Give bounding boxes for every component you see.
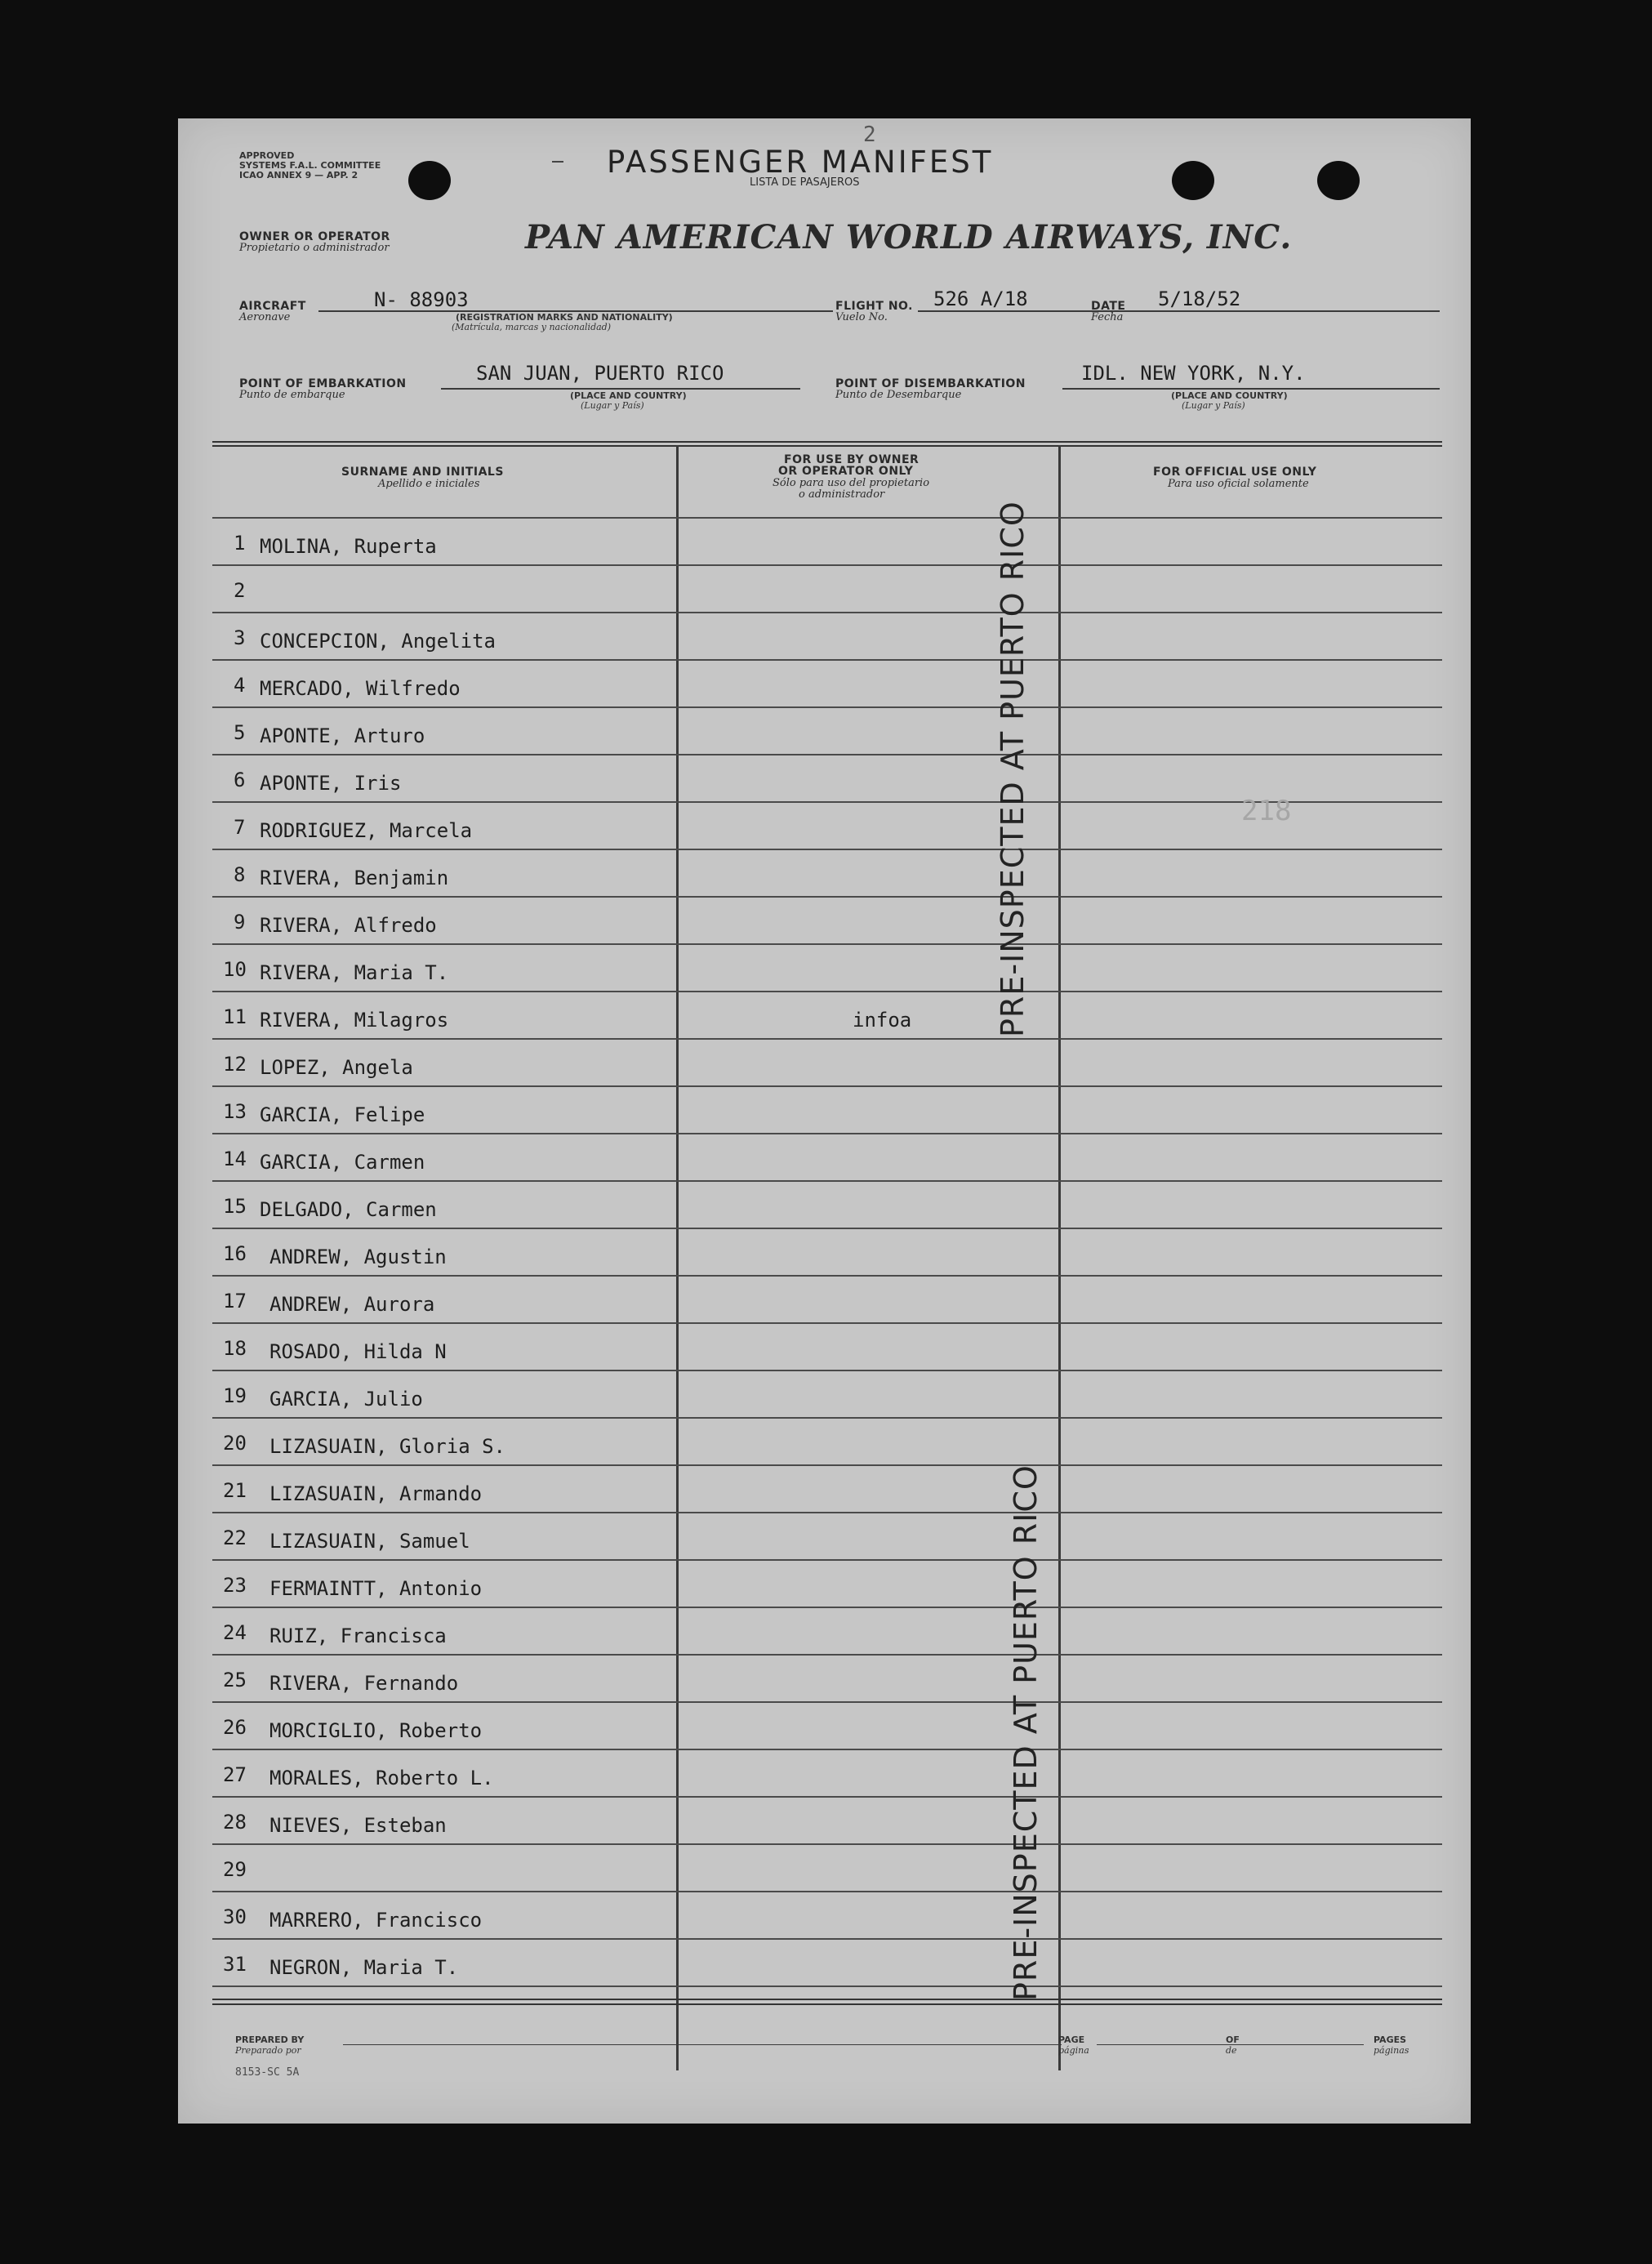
row-rule xyxy=(212,1891,1442,1892)
prepared-by-label: PREPARED BY xyxy=(235,2034,305,2045)
passenger-number: 16 xyxy=(223,1242,247,1265)
registration-note-es: (Matrícula, marcas y nacionalidad) xyxy=(452,322,611,332)
passenger-name: GARCIA, Carmen xyxy=(260,1151,425,1174)
punch-hole-middle xyxy=(1172,161,1214,200)
row-rule xyxy=(212,1133,1442,1134)
col2-header-line-2: OR OPERATOR ONLY xyxy=(778,465,914,478)
embark-label: POINT OF EMBARKATION xyxy=(239,377,407,390)
row-rule xyxy=(212,896,1442,898)
passenger-number: 28 xyxy=(223,1811,247,1834)
registration-note: (REGISTRATION MARKS AND NATIONALITY) xyxy=(456,312,673,323)
approval-line-1: APPROVED xyxy=(239,150,295,161)
row-rule xyxy=(212,1749,1442,1750)
passenger-name: NIEVES, Esteban xyxy=(269,1814,447,1837)
pre-inspected-stamp-2: PRE-INSPECTED AT PUERTO RICO xyxy=(1008,1464,1044,2001)
of-underline xyxy=(1241,2044,1364,2045)
table-top-rule-1 xyxy=(212,441,1442,443)
date-label: DATE xyxy=(1091,300,1126,313)
passenger-number: 30 xyxy=(223,1905,247,1928)
passenger-name: APONTE, Iris xyxy=(260,772,402,795)
flight-label-es: Vuelo No. xyxy=(835,311,888,323)
passenger-number: 1 xyxy=(234,532,246,555)
form-title-es: LISTA DE PASAJEROS xyxy=(750,176,860,189)
owner-name: PAN AMERICAN WORLD AIRWAYS, INC. xyxy=(525,218,1293,256)
col2-header-es-1: Sólo para uso del propietario xyxy=(773,477,930,489)
passenger-name: GARCIA, Julio xyxy=(269,1388,423,1411)
passenger-number: 7 xyxy=(234,816,246,839)
col1-header-es: Apellido e iniciales xyxy=(378,478,480,490)
of-label-es: de xyxy=(1226,2045,1237,2056)
passenger-name: LIZASUAIN, Armando xyxy=(269,1482,483,1505)
passenger-number: 29 xyxy=(223,1858,247,1881)
passenger-name: MORALES, Roberto L. xyxy=(269,1767,494,1789)
passenger-name: FERMAINTT, Antonio xyxy=(269,1577,483,1600)
embark-label-es: Punto de embarque xyxy=(239,389,345,401)
row-rule xyxy=(212,1275,1442,1277)
passenger-name: MOLINA, Ruperta xyxy=(260,535,437,558)
passenger-number: 3 xyxy=(234,626,246,649)
passenger-number: 4 xyxy=(234,674,246,697)
row-rule xyxy=(212,1085,1442,1087)
row-rule xyxy=(212,1038,1442,1040)
column-divider-1 xyxy=(676,445,679,2070)
embark-value: SAN JUAN, PUERTO RICO xyxy=(476,362,724,385)
disembark-label: POINT OF DISEMBARKATION xyxy=(835,377,1026,390)
passenger-number: 8 xyxy=(234,863,246,886)
owner-label-es: Propietario o administrador xyxy=(239,242,390,254)
table-bottom-rule-2 xyxy=(212,2003,1442,2005)
table-bottom-rule-1 xyxy=(212,1999,1442,2000)
passenger-number: 12 xyxy=(223,1053,247,1076)
passenger-name: DELGADO, Carmen xyxy=(260,1198,437,1221)
title-dash xyxy=(552,161,563,163)
manifest-sheet xyxy=(178,118,1471,2124)
embark-underline xyxy=(441,388,800,390)
date-underline xyxy=(1129,310,1440,312)
date-value: 5/18/52 xyxy=(1158,287,1241,310)
punch-hole-right xyxy=(1317,161,1360,200)
passenger-number: 21 xyxy=(223,1479,247,1502)
form-title: PASSENGER MANIFEST xyxy=(607,145,994,180)
passenger-number: 2 xyxy=(234,579,246,602)
prepared-by-label-es: Preparado por xyxy=(235,2045,301,2056)
form-code: 8153-SC 5A xyxy=(235,2066,300,2079)
passenger-name: RODRIGUEZ, Marcela xyxy=(260,819,473,842)
passenger-number: 17 xyxy=(223,1290,247,1312)
passenger-number: 27 xyxy=(223,1763,247,1786)
row-rule xyxy=(212,1370,1442,1371)
passenger-name: MORCIGLIO, Roberto xyxy=(269,1719,483,1742)
row-rule xyxy=(212,1843,1442,1845)
passenger-number: 5 xyxy=(234,721,246,744)
passenger-name: MERCADO, Wilfredo xyxy=(260,677,461,700)
owner-label: OWNER OR OPERATOR xyxy=(239,230,390,243)
row-rule xyxy=(212,612,1442,613)
punch-hole-left xyxy=(408,161,451,200)
embark-place-note-es: (Lugar y País) xyxy=(581,400,644,411)
row-rule xyxy=(212,1180,1442,1182)
header-underline xyxy=(212,517,1442,519)
passenger-number: 20 xyxy=(223,1432,247,1455)
faint-official-number: 218 xyxy=(1241,795,1292,827)
passenger-name: RIVERA, Milagros xyxy=(260,1009,449,1032)
passenger-number: 31 xyxy=(223,1953,247,1976)
approval-line-3: ICAO ANNEX 9 — APP. 2 xyxy=(239,170,358,180)
row-rule xyxy=(212,1464,1442,1466)
page-label-es: página xyxy=(1058,2045,1089,2056)
approval-line-2: SYSTEMS F.A.L. COMMITTEE xyxy=(239,160,381,171)
col2-header-es-2: o administrador xyxy=(799,488,885,501)
row-rule xyxy=(212,564,1442,566)
passenger-name: ANDREW, Agustin xyxy=(269,1246,447,1268)
row-rule xyxy=(212,1322,1442,1324)
row-rule xyxy=(212,991,1442,992)
passenger-name: NEGRON, Maria T. xyxy=(269,1956,459,1979)
passenger-number: 18 xyxy=(223,1337,247,1360)
row-rule xyxy=(212,754,1442,755)
row-rule xyxy=(212,1938,1442,1940)
pre-inspected-stamp-1: PRE-INSPECTED AT PUERTO RICO xyxy=(995,501,1031,1037)
passenger-name: LIZASUAIN, Samuel xyxy=(269,1530,470,1553)
passenger-name: LOPEZ, Angela xyxy=(260,1056,413,1079)
passenger-number: 19 xyxy=(223,1384,247,1407)
row-rule xyxy=(212,1417,1442,1419)
passenger-number: 22 xyxy=(223,1526,247,1549)
passenger-number: 24 xyxy=(223,1621,247,1644)
row-rule xyxy=(212,1228,1442,1229)
row-rule xyxy=(212,1607,1442,1608)
passenger-name: RIVERA, Benjamin xyxy=(260,867,449,889)
passenger-name: GARCIA, Felipe xyxy=(260,1103,425,1126)
table-top-rule-2 xyxy=(212,445,1442,447)
form-title-mark: 2 xyxy=(863,123,876,147)
passenger-name: LIZASUAIN, Gloria S. xyxy=(269,1435,505,1458)
passenger-number: 14 xyxy=(223,1148,247,1170)
aircraft-label-es: Aeronave xyxy=(239,311,291,323)
row-rule xyxy=(212,943,1442,945)
embark-place-note: (PLACE AND COUNTRY) xyxy=(570,390,687,401)
passenger-name: APONTE, Arturo xyxy=(260,724,425,747)
row-rule xyxy=(212,1512,1442,1513)
prepared-by-underline xyxy=(343,2044,1062,2045)
passenger-name: RUIZ, Francisca xyxy=(269,1624,447,1647)
row-rule xyxy=(212,1559,1442,1561)
passenger-number: 15 xyxy=(223,1195,247,1218)
passenger-number: 13 xyxy=(223,1100,247,1123)
flight-label: FLIGHT NO. xyxy=(835,300,913,313)
passenger-name: CONCEPCION, Angelita xyxy=(260,630,496,653)
column-divider-2 xyxy=(1058,445,1061,2070)
page-label: PAGE xyxy=(1058,2034,1085,2045)
passenger-number: 26 xyxy=(223,1716,247,1739)
disembark-underline xyxy=(1062,388,1440,390)
col3-header: FOR OFFICIAL USE ONLY xyxy=(1153,466,1317,479)
disembark-label-es: Punto de Desembarque xyxy=(835,389,962,401)
passenger-name: RIVERA, Maria T. xyxy=(260,961,449,984)
passenger-name: ROSADO, Hilda N xyxy=(269,1340,447,1363)
row-rule xyxy=(212,1701,1442,1703)
passenger-name: RIVERA, Fernando xyxy=(269,1672,459,1695)
aircraft-value: N- 88903 xyxy=(374,288,469,311)
passenger-number: 9 xyxy=(234,911,246,934)
passenger-number: 11 xyxy=(223,1005,247,1028)
passenger-number: 23 xyxy=(223,1574,247,1597)
passenger-name: RIVERA, Alfredo xyxy=(260,914,437,937)
disembark-value: IDL. NEW YORK, N.Y. xyxy=(1081,362,1306,385)
pages-label: PAGES xyxy=(1374,2034,1407,2045)
row-rule xyxy=(212,1985,1442,1987)
flight-value: 526 A/18 xyxy=(933,287,1028,310)
row-rule xyxy=(212,659,1442,661)
aircraft-label: AIRCRAFT xyxy=(239,300,306,313)
row-rule xyxy=(212,1654,1442,1656)
passenger-number: 6 xyxy=(234,769,246,791)
passenger-name: ANDREW, Aurora xyxy=(269,1293,435,1316)
passenger-name: MARRERO, Francisco xyxy=(269,1909,483,1932)
date-label-es: Fecha xyxy=(1091,311,1124,323)
col1-header: SURNAME AND INITIALS xyxy=(341,466,504,479)
of-label: OF xyxy=(1226,2034,1240,2045)
row-rule xyxy=(212,1796,1442,1798)
disembark-place-note: (PLACE AND COUNTRY) xyxy=(1171,390,1288,401)
passenger-number: 10 xyxy=(223,958,247,981)
row-rule xyxy=(212,849,1442,850)
pages-label-es: páginas xyxy=(1374,2045,1409,2056)
row-rule xyxy=(212,706,1442,708)
col2-header-line-1: FOR USE BY OWNER xyxy=(784,453,920,466)
operator-note: infoa xyxy=(853,1009,912,1032)
col3-header-es: Para uso oficial solamente xyxy=(1168,478,1309,490)
passenger-number: 25 xyxy=(223,1669,247,1691)
disembark-place-note-es: (Lugar y País) xyxy=(1182,400,1245,411)
